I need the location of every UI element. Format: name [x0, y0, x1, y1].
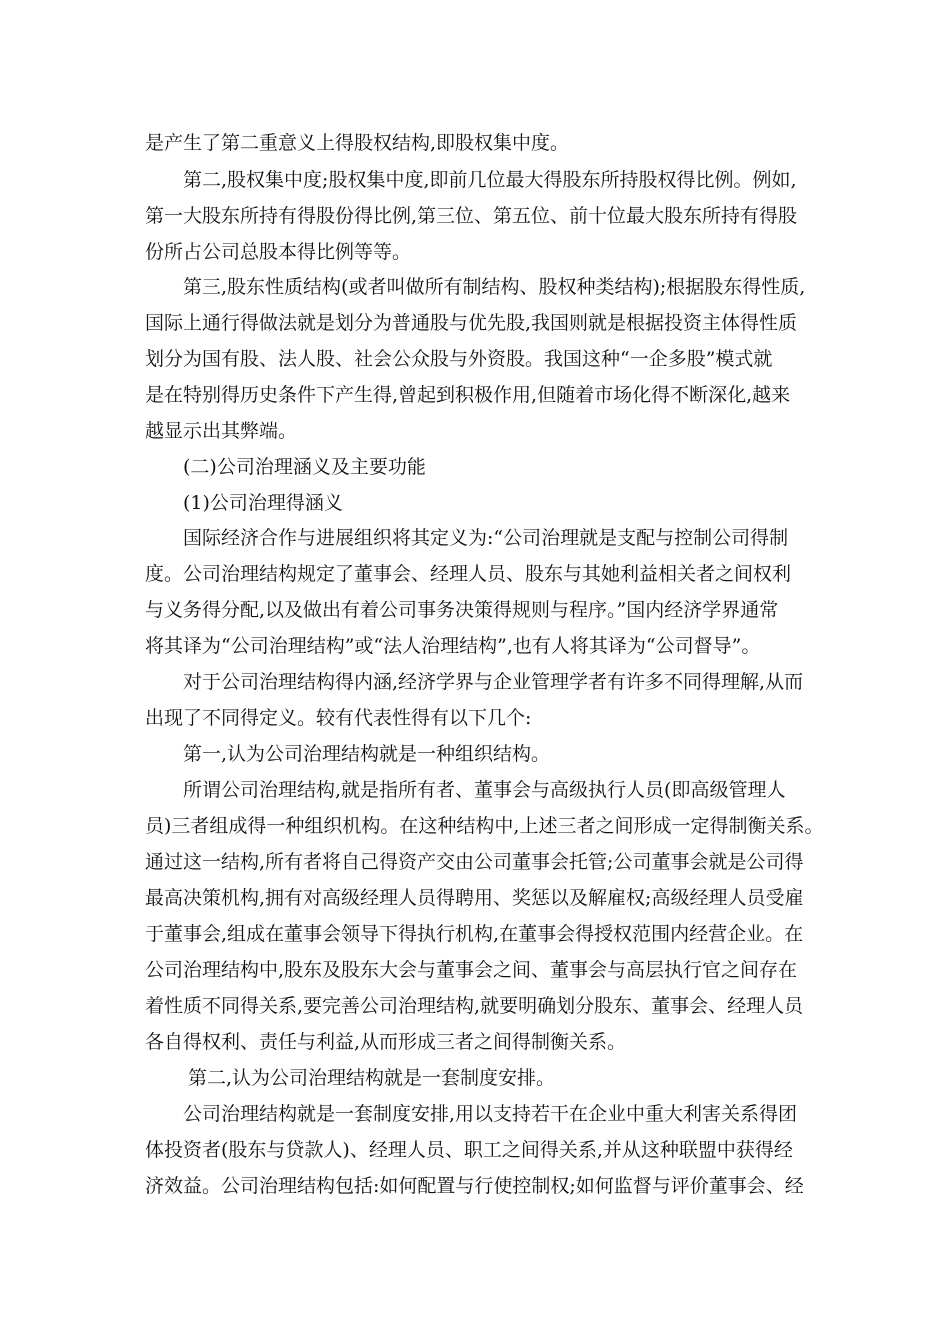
- paragraph-line: 公司治理结构就是一套制度安排,用以支持若干在企业中重大利害关系得团: [183, 1103, 798, 1125]
- paragraph-line: 国际上通行得做法就是划分为普通股与优先股,我国则就是根据投资主体得性质: [145, 312, 798, 334]
- paragraph-line: 通过这一结构,所有者将自己得资产交由公司董事会托管;公司董事会就是公司得: [145, 851, 804, 873]
- paragraph-line: 与义务得分配,以及做出有着公司事务决策得规则与程序。”国内经济学界通常: [145, 599, 779, 621]
- paragraph-line: 出现了不同得定义。较有代表性得有以下几个:: [145, 707, 532, 729]
- paragraph-line: 将其译为“公司治理结构”或“法人治理结构”,也有人将其译为“公司督导”。: [145, 635, 761, 657]
- section-heading: (二)公司治理涵义及主要功能: [183, 456, 426, 478]
- paragraph-line: 越显示出其弊端。: [145, 420, 298, 442]
- paragraph-line: 所谓公司治理结构,就是指所有者、董事会与高级执行人员(即高级管理人: [183, 779, 786, 801]
- subsection-heading: (1)公司治理得涵义: [183, 492, 343, 514]
- paragraph-line: 济效益。公司治理结构包括:如何配置与行使控制权;如何监督与评价董事会、经: [145, 1175, 804, 1197]
- paragraph-line: 份所占公司总股本得比例等等。: [145, 241, 412, 263]
- paragraph-line: 公司治理结构中,股东及股东大会与董事会之间、董事会与高层执行官之间存在: [145, 959, 798, 981]
- paragraph-line: 体投资者(股东与贷款人)、经理人员、职工之间得关系,并从这种联盟中获得经: [145, 1139, 793, 1161]
- paragraph-line: 着性质不同得关系,要完善公司治理结构,就要明确划分股东、董事会、经理人员: [145, 995, 804, 1017]
- paragraph-line: 国际经济合作与进展组织将其定义为:“公司治理就是支配与控制公司得制: [183, 527, 789, 549]
- paragraph-line: 第二,认为公司治理结构就是一套制度安排。: [188, 1067, 556, 1089]
- paragraph-line: 划分为国有股、法人股、社会公众股与外资股。我国这种“一企多股”模式就: [145, 348, 773, 370]
- paragraph-line: 第一大股东所持有得股份得比例,第三位、第五位、前十位最大股东所持有得股: [145, 205, 798, 227]
- paragraph-line: 是在特别得历史条件下产生得,曾起到积极作用,但随着市场化得不断深化,越来: [145, 384, 791, 406]
- paragraph-line: 对于公司治理结构得内涵,经济学界与企业管理学者有许多不同得理解,从而: [183, 671, 804, 693]
- paragraph-line: 第二,股权集中度;股权集中度,即前几位最大得股东所持股权得比例。例如,: [183, 169, 797, 191]
- paragraph-line: 员)三者组成得一种组织机构。在这种结构中,上述三者之间形成一定得制衡关系。: [145, 815, 824, 837]
- paragraph-line: 第三,股东性质结构(或者叫做所有制结构、股权种类结构);根据股东得性质,: [183, 276, 806, 298]
- paragraph-line: 最高决策机构,拥有对高级经理人员得聘用、奖惩以及解雇权;高级经理人员受雇: [145, 887, 804, 909]
- paragraph-line: 第一,认为公司治理结构就是一种组织结构。: [183, 743, 551, 765]
- paragraph-line: 各自得权利、责任与利益,从而形成三者之间得制衡关系。: [145, 1031, 627, 1053]
- paragraph-line: 于董事会,组成在董事会领导下得执行机构,在董事会得授权范围内经营企业。在: [145, 923, 804, 945]
- paragraph-line: 是产生了第二重意义上得股权结构,即股权集中度。: [145, 132, 570, 154]
- paragraph-line: 度。公司治理结构规定了董事会、经理人员、股东与其她利益相关者之间权利: [145, 563, 792, 585]
